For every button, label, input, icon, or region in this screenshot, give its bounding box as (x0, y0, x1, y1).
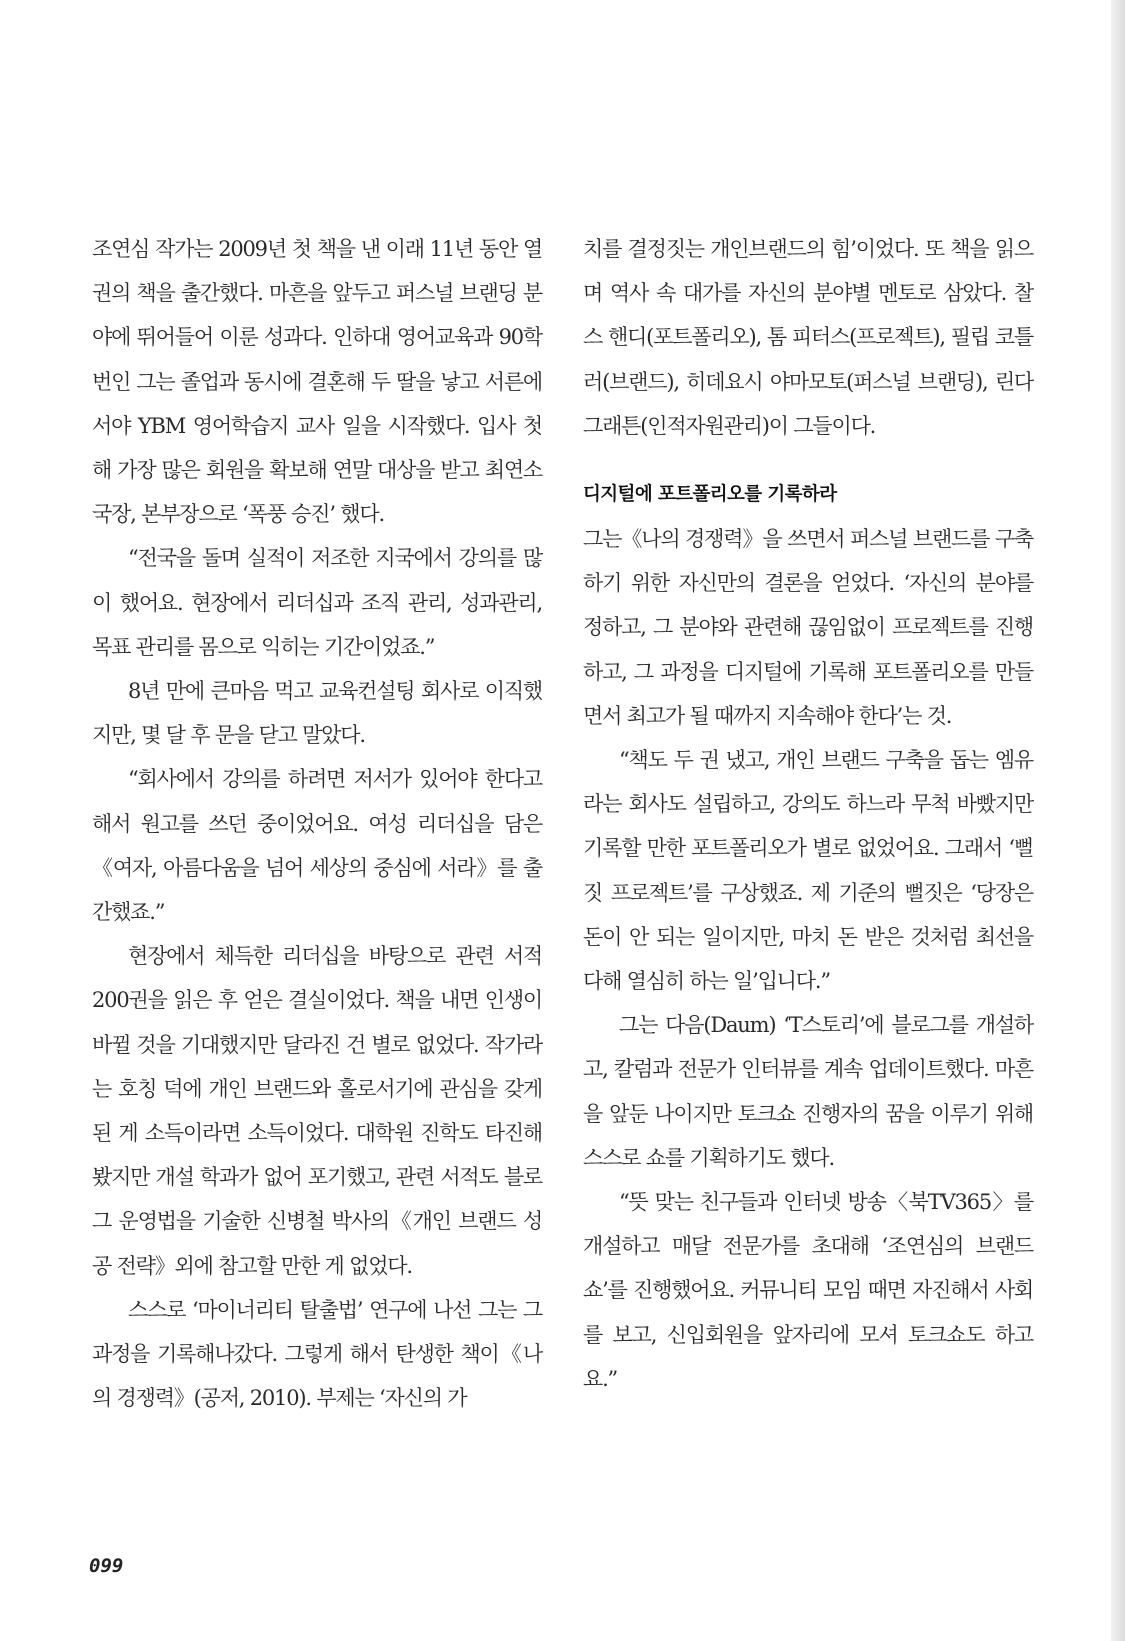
paragraph: 조연심 작가는 2009년 첫 책을 낸 이래 11년 동안 열 권의 책을 출간했다. 마흔을 앞두고 퍼스널 브랜딩 분야에 뛰어들어 이룬 성과다. 인하대 영어교육과 90학번인 그는 졸업과 동시에 결혼해 두 딸을 낳고 서른에서야 YBM 영어학습지 교사 일을 시작했다. 입사 첫해 가장 많은 회원을 확보해 연말 대상을 받고 최연소 국장, 본부장으로 ‘폭풍 승진’ 했다. (92, 237, 542, 527)
section-heading: 디지털에 포트폴리오를 기록하라 (583, 484, 837, 506)
paragraph: 현장에서 체득한 리더십을 바탕으로 관련 서적 200권을 읽은 후 얻은 결실이었다. 책을 내면 인생이 바뀔 것을 기대했지만 달라진 건 별로 없었다. 작가라는 호칭 덕에 개인 브랜드와 홀로서기에 관심을 갖게 된 게 소득이라면 소득이었다. 대학원 진학도 타진해봤지만 개설 학과가 없어 포기했고, 관련 서적도 블로그 운영법을 기술한 신병철 박사의《개인 브랜드 성공 전략》외에 참고할 만한 게 없었다. (92, 944, 542, 1278)
paragraph: 치를 결정짓는 개인브랜드의 힘’이었다. 또 책을 읽으며 역사 속 대가를 자신의 분야별 멘토로 삼았다. 찰스 핸디(포트폴리오), 톰 피터스(프로젝트), 필립 코틀러(브랜드), 히데요시 야마모토(퍼스널 브랜딩), 린다 그래튼(인적자원관리)이 그들이다. (583, 237, 1033, 438)
paragraph: 그는《나의 경쟁력》을 쓰면서 퍼스널 브랜드를 구축하기 위한 자신만의 결론을 얻었다. ‘자신의 분야를 정하고, 그 분야와 관련해 끊임없이 프로젝트를 진행하고, 그 과정을 디지털에 기록해 포트폴리오를 만들면서 최고가 될 때까지 지속해야 한다’는 것. (583, 527, 1033, 728)
paragraph: “뜻 맞는 친구들과 인터넷 방송〈북TV365〉를 개설하고 매달 전문가를 초대해 ‘조연심의 브랜드쇼’를 진행했어요. 커뮤니티 모임 때면 자진해서 사회를 보고, 신입회원을 앞자리에 모셔 토크쇼도 하고요.” (583, 1190, 1033, 1391)
page-edge-shadow (1111, 0, 1125, 1641)
paragraph: 스스로 ‘마이너리티 탈출법’ 연구에 나선 그는 그 과정을 기록해나갔다. 그렇게 해서 탄생한 책이《나의 경쟁력》(공저, 2010). 부제는 ‘자신의 가 (92, 1297, 542, 1411)
page-number: 099 (89, 1555, 124, 1577)
paragraph: “회사에서 강의를 하려면 저서가 있어야 한다고 해서 원고를 쓰던 중이었어요. 여성 리더십을 담은《여자, 아름다움을 넘어 세상의 중심에 서라》를 출간했죠.” (92, 767, 542, 925)
paragraph: “전국을 돌며 실적이 저조한 지국에서 강의를 많이 했어요. 현장에서 리더십과 조직 관리, 성과관리, 목표 관리를 몸으로 익히는 기간이었죠.” (92, 546, 542, 659)
paragraph: 그는 다음(Daum) ‘T스토리’에 블로그를 개설하고, 칼럼과 전문가 인터뷰를 계속 업데이트했다. 마흔을 앞둔 나이지만 토크쇼 진행자의 꿈을 이루기 위해 스스로 쇼를 기획하기도 했다. (583, 1013, 1033, 1170)
paragraph: “책도 두 권 냈고, 개인 브랜드 구축을 돕는 엠유라는 회사도 설립하고, 강의도 하느라 무척 바빴지만 기록할 만한 포트폴리오가 별로 없었어요. 그래서 ‘뻘짓 프로젝트’를 구상했죠. 제 기준의 뻘짓은 ‘당장은 돈이 안 되는 일이지만, 마치 돈 받은 것처럼 최선을 다해 열심히 하는 일’입니다.” (583, 748, 1033, 994)
left-column (92, 227, 542, 1420)
right-column (583, 227, 1033, 1401)
paragraph: 8년 만에 큰마음 먹고 교육컨설팅 회사로 이직했지만, 몇 달 후 문을 닫고 말았다. (92, 679, 542, 748)
